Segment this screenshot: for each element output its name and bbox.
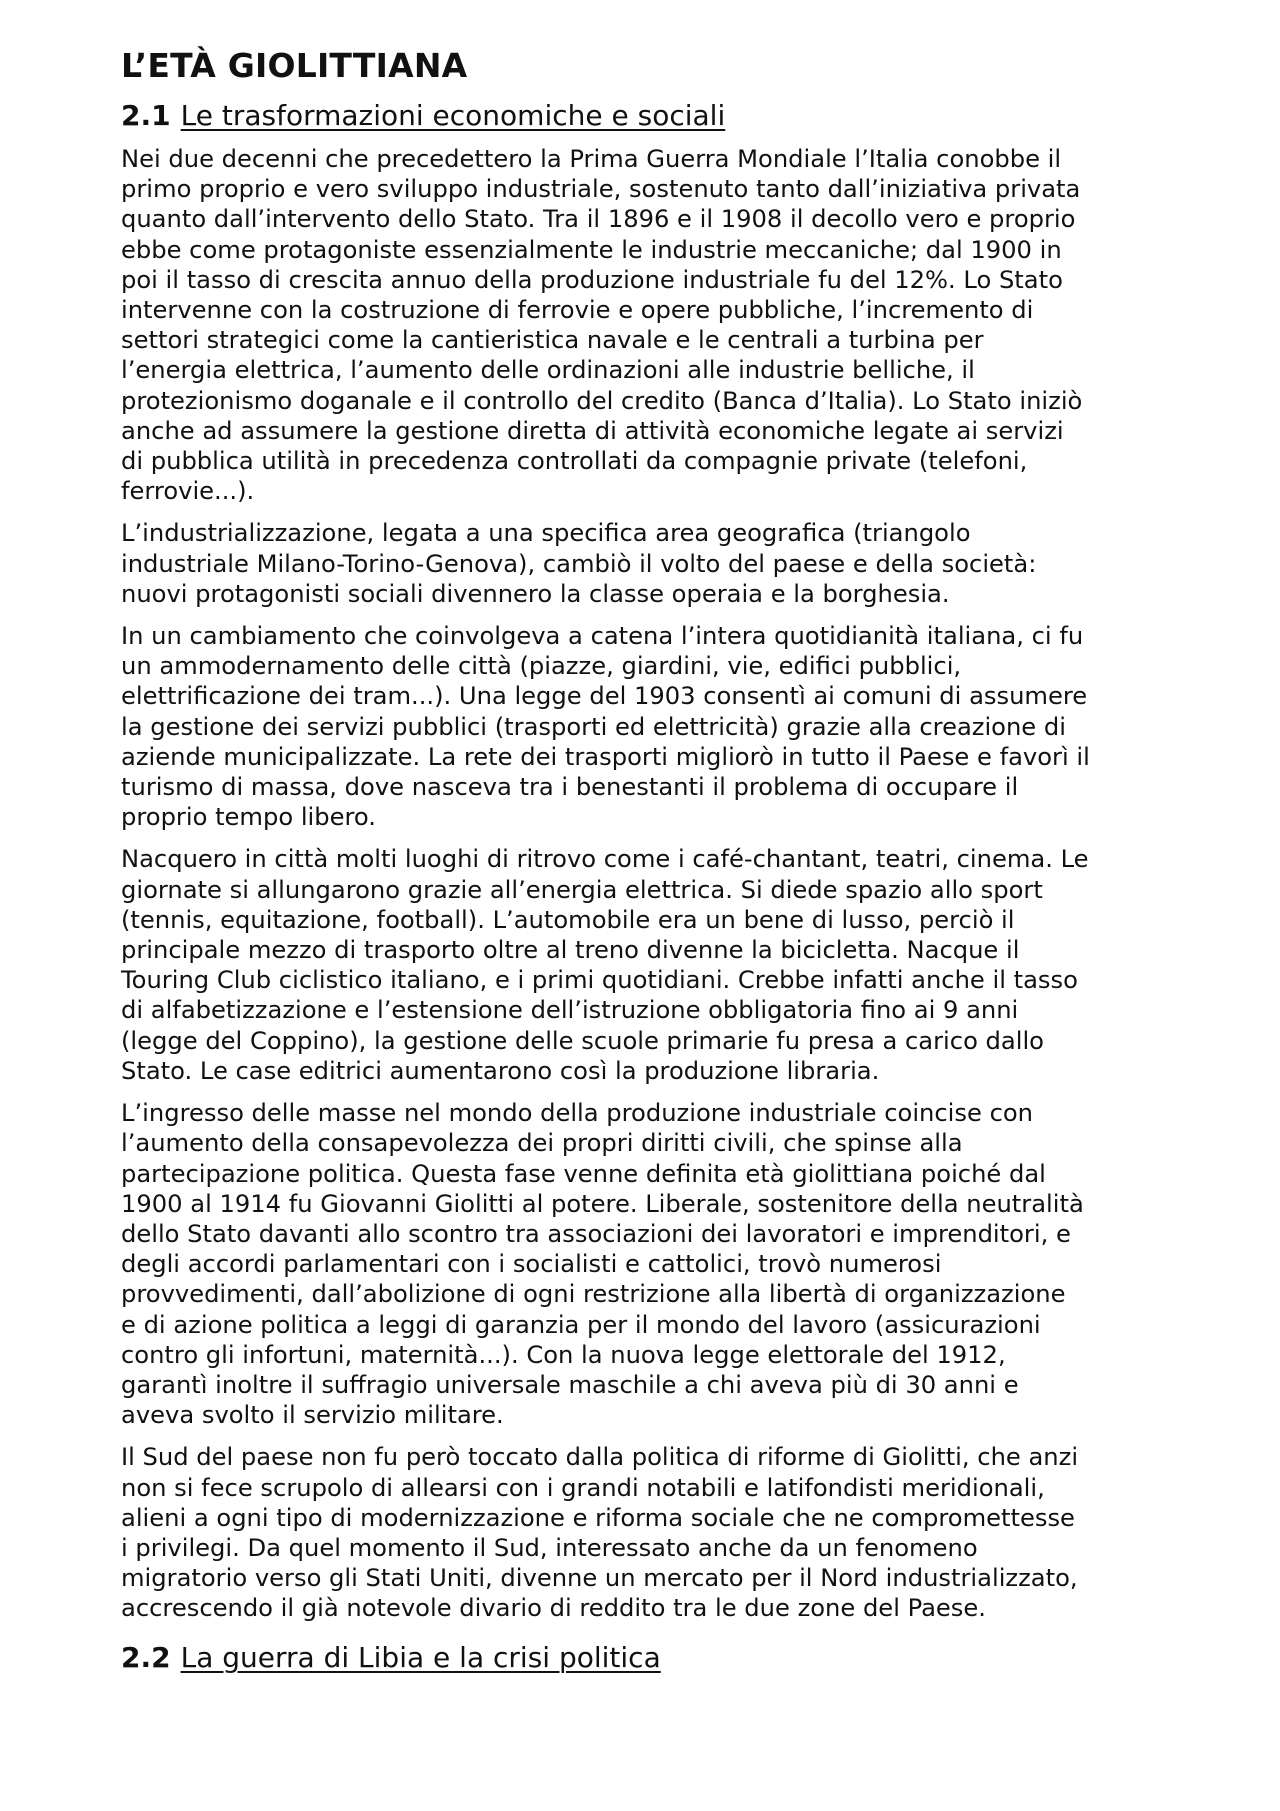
section-heading-2-2 xyxy=(121,1636,1181,1680)
document-title: L’ETÀ GIOLITTIANA xyxy=(121,46,468,85)
section-body xyxy=(121,144,1181,1624)
section-title: Le trasformazioni economiche e sociali xyxy=(180,99,726,132)
paragraph: L’industrializzazione, legata a una specifica area geografica (triangolo industriale Milano-Torino-Genova), cambiò il volto del paese e della società: nuovi protagonisti sociali divennero la classe operaia e la borghesia. xyxy=(121,519,1037,608)
paragraph: Nacquero in città molti luoghi di ritrovo come i café-chantant, teatri, cinema. Le giornate si allungarono grazie all’energia elettrica. Si diede spazio allo sport (tennis, equitazione, football). L’automobile era un bene di lusso, perciò il principale mezzo di trasporto oltre al treno divenne la bicicletta. Nacque il Touring Club ciclistico italiano, e i primi quotidiani. Crebbe infatti anche il tasso di alfabetizzazione e l’estensione dell’istruzione obbligatoria fino ai 9 anni (legge del Coppino), la gestione delle scuole primarie fu presa a carico dallo Stato. Le case editrici aumentarono così la produzione libraria. xyxy=(121,845,1089,1085)
paragraph: Il Sud del paese non fu però toccato dalla politica di riforme di Giolitti, che anzi non si fece scrupolo di allearsi con i grandi notabili e latifondisti meridionali, alieni a ogni tipo di modernizzazione e riforma sociale che ne compromettesse i privilegi. Da quel momento il Sud, interessato anche da un fenomeno migratorio verso gli Stati Uniti, divenne un mercato per il Nord industrializzato, accrescendo il già notevole divario di reddito tra le due zone del Paese. xyxy=(121,1443,1079,1623)
section-heading-2-1 xyxy=(121,94,1181,138)
paragraph: Nei due decenni che precedettero la Prima Guerra Mondiale l’Italia conobbe il primo proprio e vero sviluppo industriale, sostenuto tanto dall’iniziativa privata quanto dall’intervento dello Stato. Tra il 1896 e il 1908 il decollo vero e proprio ebbe come protagoniste essenzialmente le industrie meccaniche; dal 1900 in poi il tasso di crescita annuo della produzione industriale fu del 12%. Lo Stato intervenne con la costruzione di ferrovie e opere pubbliche, l’incremento di settori strategici come la cantieristica navale e le centrali a turbina per l’energia elettrica, l’aumento delle ordinazioni alle industrie belliche, il protezionismo doganale e il controllo del credito (Banca d’Italia). Lo Stato iniziò anche ad assumere la gestione diretta di attività economiche legate ai servizi di pubblica utilità in precedenza controllati da compagnie private (telefoni, ferrovie...). xyxy=(121,145,1083,506)
section-number: 2.1 xyxy=(121,99,171,132)
section-number: 2.2 xyxy=(121,1640,171,1674)
paragraph: In un cambiamento che coinvolgeva a catena l’intera quotidianità italiana, ci fu un ammodernamento delle città (piazze, giardini, vie, edifici pubblici, elettrificazione dei tram...). Una legge del 1903 consentì ai comuni di assumere la gestione dei servizi pubblici (trasporti ed elettricità) grazie alla creazione di aziende municipalizzate. La rete dei trasporti migliorò in tutto il Paese e favorì il turismo di massa, dove nasceva tra i benestanti il problema di occupare il proprio tempo libero. xyxy=(121,622,1090,832)
document-page xyxy=(121,40,1181,1680)
paragraph: L’ingresso delle masse nel mondo della produzione industriale coincise con l’aumento della consapevolezza dei propri diritti civili, che spinse alla partecipazione politica. Questa fase venne definita età giolittiana poiché dal 1900 al 1914 fu Giovanni Giolitti al potere. Liberale, sostenitore della neutralità dello Stato davanti allo scontro tra associazioni dei lavoratori e imprenditori, e degli accordi parlamentari con i socialisti e cattolici, trovò numerosi provvedimenti, dall’abolizione di ogni restrizione alla libertà di organizzazione e di azione politica a leggi di garanzia per il mondo del lavoro (assicurazioni contro gli infortuni, maternità...). Con la nuova legge elettorale del 1912, garantì inoltre il suffragio universale maschile a chi aveva più di 30 anni e aveva svolto il servizio militare. xyxy=(121,1099,1084,1430)
section-title: La guerra di Libia e la crisi politica xyxy=(180,1640,661,1674)
